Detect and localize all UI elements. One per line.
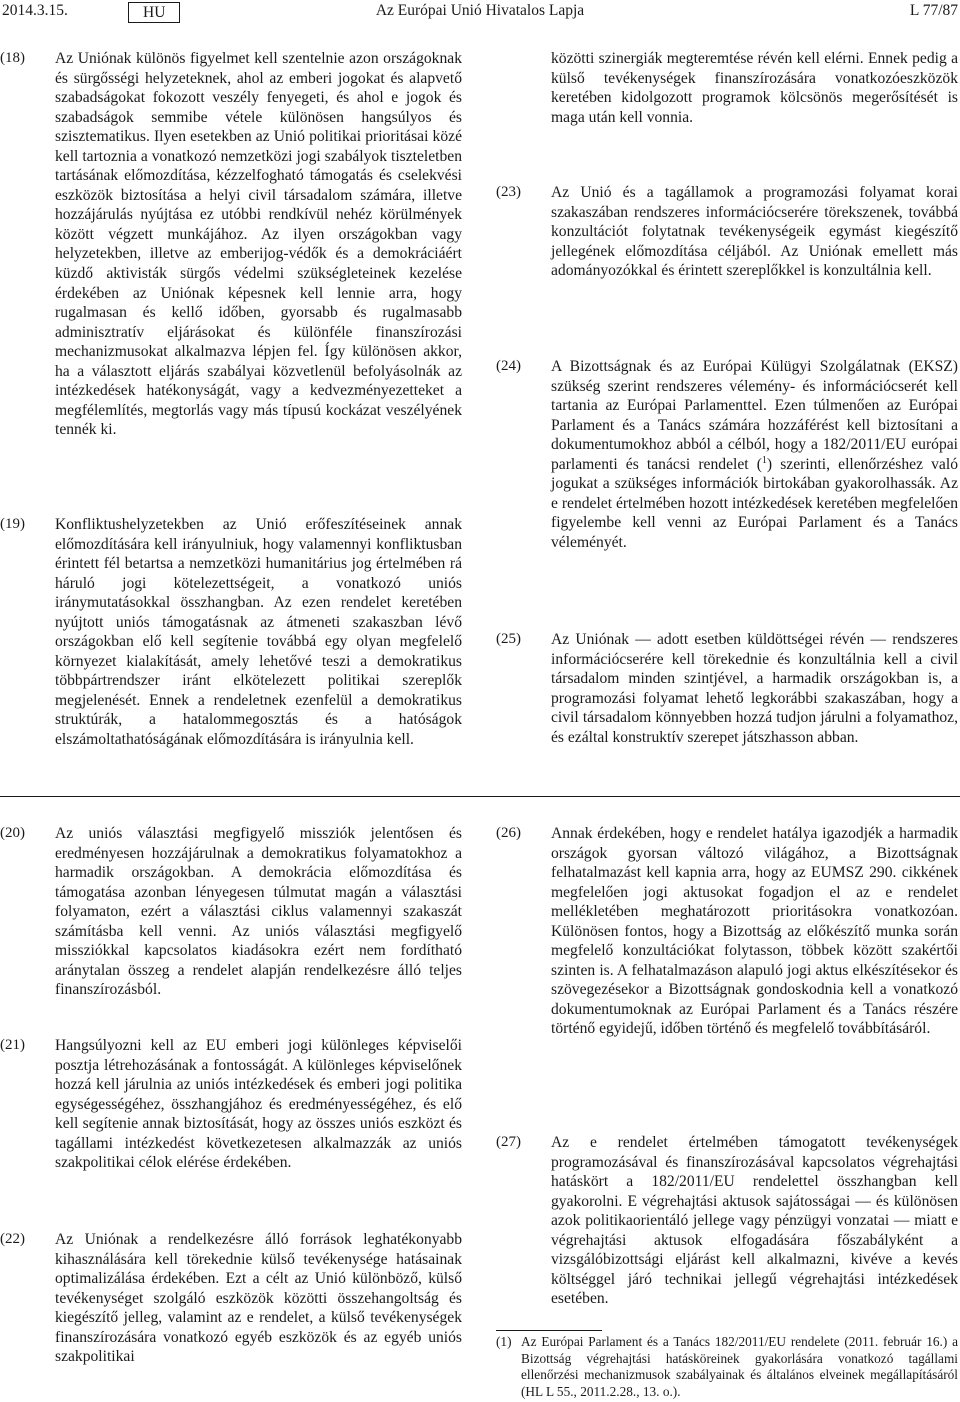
page-number: L 77/87 — [909, 2, 958, 19]
recital-number: (27) — [496, 1134, 521, 1150]
recital-number: (26) — [496, 825, 521, 841]
right-column-r23 — [496, 183, 958, 281]
left-column-mid — [0, 515, 462, 750]
recital-number: (19) — [0, 516, 25, 532]
right-column-r27 — [496, 1133, 958, 1309]
left-column-r21 — [0, 1036, 462, 1173]
recital-number: (25) — [496, 631, 521, 647]
recital-number: (22) — [0, 1231, 25, 1247]
footnote-rule — [496, 1330, 602, 1331]
recital-number: (20) — [0, 825, 25, 841]
journal-title: Az Európai Unió Hivatalos Lapja — [375, 2, 585, 19]
recital-number: (23) — [496, 184, 521, 200]
recital-text: Hangsúlyozni kell az EU emberi jogi különleges képviselői posztja létrehozásának a fontosságát. A különleges képviselőnek hozzá kell járulnia az uniós intézkedések és emberi jogi politika egységességéhez, összhangjához és eredményességéhez, és elő kell segítenie annak biztosítását, hogy az összes uniós eszközt és tagállami intézkedést következetesen alkalmazzák az uniós szakpolitikai célok elérése érdekében. — [55, 1037, 462, 1172]
recital-text: A Bizottságnak és az Európai Külügyi Szolgálatnak (EKSZ) szükség szerint rendszeres vélemény- és információcserét kell tartania az Európai Parlamenttel. Ezen túlmenően az Európai Parlament és a Tanács számára hozzáférést kell biztosítani a dokumentumokhoz abból a célból, hogy a 182/2011/EU európai parlamenti és tanácsi rendelet ($^1$) szerinti, ellenőrzéshez való jogukat a szükséges információk birtokában gyakorolhassák. Az e rendelet értelmében hozott intézkedések keretében megfelelően figyelembe kell venni az Európai Parlament és a Tanács véleményét. — [551, 358, 958, 551]
recital-text: Konfliktushelyzetekben az Unió erőfeszítéseinek annak előmozdítására kell irányulniuk, hogy valamennyi konfliktusban érintett fél betartsa a nemzetközi humanitárius jog értelmében rá háruló jogi kötelezettségeit, a vonatkozó uniós iránymutatásokkal összhangban. Az ezen rendelet keretében nyújtott uniós támogatásnak az átmeneti szakaszban lévő országokban elő kell segítenie továbbá egy olyan megfelelő környezet kialakítását, amely lehetővé teszi a demokratikus többpártrendszer iránt elkötelezett politikai szereplők megjelenését. Ennek a rendeletnek ezenfelül a demokratikus struktúrák, a hatalommegosztás és a hatóságok elszámoltathatóságának előmozdítására is irányulnia kell. — [55, 516, 462, 749]
recital-text: Az Uniónak különös figyelmet kell szentelnie azon országoknak és sürgősségi helyzeteknek, ahol az emberi jogokat és alapvető szabadságokat fokozott veszély fenyegeti, és ahol e jogok és szabadságok semmibe vétele különösen hangsúlyos és szisztematikus. Ilyen esetekben az Unió politikai prioritásai közé kell tartoznia a vonatkozó nemzetközi jogi szabályok tiszteletben tartásának előmozdítása, kézzelfogható támogatás és cselekvési eszközök biztosítása a helyi civil társadalom számára, illetve hozzájárulás nyújtása ez utóbbi rendkívül nehéz körülmények között végzett munkájához. Az ilyen országokban vagy helyzetekben, illetve az emberijog-védők és a demokráciáért küzdő aktivisták sürgős védelmi szükségleteinek kezelése érdekében az Uniónak képesnek kell lennie arra, hogy rugalmasan és kellő időben, gyorsabb és rugalmasabb adminisztratív eljárásokat és különféle finanszírozási mechanizmusokat alkalmazva lépjen fel. Így különösen akkor, ha a választott eljárás szabályai közvetlenül befolyásolnák az intézkedések hatékonyságát, vagy a kedvezményezetteket a megfélemlítés, megtorlás vagy más típusú kockázat veszélyének tennék ki. — [55, 50, 462, 439]
recital-text: Annak érdekében, hogy e rendelet hatálya igazodjék a harmadik országok gyorsan változó világához, a Bizottságnak felhatalmazást kell kapnia arra, hogy az EUMSZ 290. cikkének megfelelően jogi aktusokat fogadjon el az e rendelet mellékletében meghatározott prioritásokra vonatkozóan. Különösen fontos, hogy a Bizottság az előkészítő munka során megfelelő konzultációkat folytasson, többek között szakértői szinten is. A felhatalmazáson alapuló jogi aktus elkészítésekor és szövegezésekor a Bizottságnak gondoskodnia kell a vonatkozó dokumentumoknak az Európai Parlament és a Tanács részére történő egyidejű, időben történő és megfelelő továbbításáról. — [551, 825, 958, 1038]
publication-date: 2014.3.15. — [2, 2, 68, 19]
page-header — [0, 2, 960, 26]
recital-27 — [496, 1133, 958, 1309]
right-column-top — [496, 49, 958, 127]
recital-text: Az Uniónak a rendelkezésre álló források leghatékonyabb kihasználására kell törekednie külső tevékenysége hatásainak optimalizálása érdekében. Ezt a célt az Unió különböző, külső tevékenységet szolgáló eszközök közötti összehangoltság és kiegészítő jelleg, valamint az e rendelet, a külső tevékenységek finanszírozására vonatkozó egyéb eszközök és az egyéb uniós szakpolitikai — [55, 1231, 462, 1366]
recital-22-continuation: közötti szinergiák megteremtése révén kell elérni. Ennek pedig a külső tevékenységek finanszírozására vonatkozóeszközök keretében kidolgozott programok kölcsönös megerősítését is maga után kell vonnia. — [551, 50, 958, 126]
left-column-r22 — [0, 1230, 462, 1367]
recital-23 — [496, 183, 958, 281]
right-column-r24 — [496, 357, 958, 552]
recital-text: Az e rendelet értelmében támogatott tevékenységek programozásával és finanszírozásával kapcsolatos végrehajtási hatáskört a 182/2011/EU rendelettel összhangban kell gyakorolni. E végrehajtási aktusok sajátosságai — és különösen azok politikaorientáló jellege vagy pénzügyi vonzatai — miatt e végrehajtási aktusok elfogadására főszabályként a vizsgálóbizottsági eljárást kell alkalmazni, kivéve a kevés költséggel járó technikai jellegű végrehajtási intézkedések esetében. — [551, 1134, 958, 1308]
footnote-mark: (1) — [496, 1334, 512, 1349]
recital-number: (18) — [0, 50, 25, 66]
footnote — [496, 1334, 958, 1400]
recital-22 — [0, 1230, 462, 1367]
recital-number: (21) — [0, 1037, 25, 1053]
recital-18 — [0, 49, 462, 440]
recital-text: Az Uniónak — adott esetben küldöttségei révén — rendszeres információcserére kell törekednie és konzultálnia kell a civil társadalom minden szintjével, a harmadik országokban is, a programozási folyamat lehető legkorábbi szakaszában, hogy a civil társadalom könnyebben hozzá tudjon járulni a folyamathoz, és ezáltal konstruktív szerepet játszhasson abban. — [551, 631, 958, 746]
right-column-r25 — [496, 630, 958, 747]
recital-26 — [496, 824, 958, 1039]
footnote-text: Az Európai Parlament és a Tanács 182/2011/EU rendelete (2011. február 16.) a Bizottság végrehajtási hatásköreinek gyakorlására vonatkozó tagállami ellenőrzési mechanizmusok szabályainak és általános elveinek megállapításáról (HL L 55., 2011.2.28., 13. o.). — [521, 1334, 958, 1399]
recital-20 — [0, 824, 462, 1000]
recital-21 — [0, 1036, 462, 1173]
language-badge: HU — [128, 2, 180, 23]
recital-text: Az Unió és a tagállamok a programozási folyamat korai szakaszában rendszeres információcserére törekszenek, továbbá konzultációt folytatnak tevékenységeik egymást kiegészítő jellegének előmozdítása céljából. Az Uniónak emellett más adományozókkal és érintett szereplőkkel is konzultálnia kell. — [551, 184, 958, 280]
recital-text: Az uniós választási megfigyelő missziók jelentősen és eredményesen hozzájárulnak a demokratikus folyamatokhoz a harmadik országokban. A demokrácia előmozdítása és támogatása azonban lényegesen túlmutat magán a választási folyamaton, ezért a választási ciklus valamennyi szakaszát számításba kell venni. Az uniós választási megfigyelő missziókkal kapcsolatos kiadásokra ezért nem fordítható aránytalan összeg a rendelet alapján rendelkezésre álló teljes finanszírozásból. — [55, 825, 462, 999]
recital-number: (24) — [496, 358, 521, 374]
section-divider — [0, 796, 960, 797]
recital-25 — [496, 630, 958, 747]
right-column-r26 — [496, 824, 958, 1039]
left-column-top — [0, 49, 462, 440]
footnote-reference: 1 — [761, 454, 767, 466]
recital-24 — [496, 357, 958, 552]
recital-19 — [0, 515, 462, 750]
left-column-r20 — [0, 824, 462, 1000]
